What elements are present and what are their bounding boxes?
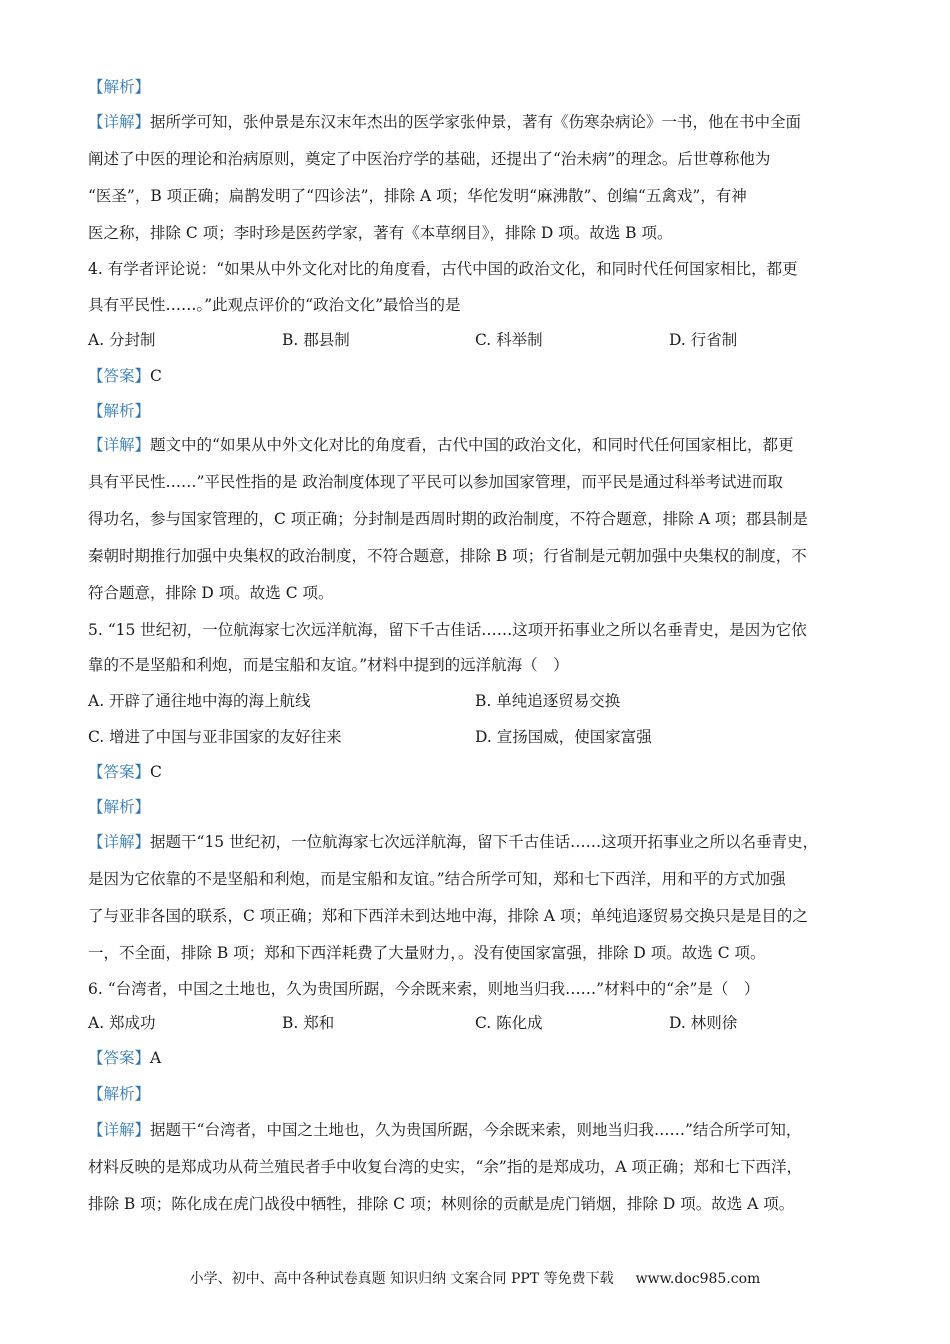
detail-label: 【详解】 (88, 113, 151, 131)
answer-line-q4 (88, 366, 162, 386)
question-stem-q4: 4. 有学者评论说：“如果从中外文化对比的角度看，古代中国的政治文化，和同时代任何国家相比，都更 (88, 260, 798, 278)
option-b: B. 郡县制 (282, 331, 350, 349)
detail-line: 材料反映的是郑成功从荷兰殖民者手中收复台湾的史实，“余”指的是郑成功，A 项正确；郑和七下西洋， (88, 1158, 802, 1176)
answer-label: 【答案】 (88, 763, 151, 781)
detail-label: 【详解】 (88, 833, 151, 851)
detail-line: “医圣”，B 项正确；扁鹊发明了“四诊法”，排除 A 项；华佗发明“麻沸散”、创编“五禽戏”，有神 (88, 187, 747, 205)
footer-text: 小学、初中、高中各种试卷真题 知识归纳 文案合同 PPT 等免费下载 (189, 1271, 614, 1287)
analysis-label: 【解析】 (88, 78, 151, 96)
detail-line: 了与亚非各国的联系，C 项正确；郑和下西洋未到达地中海，排除 A 项；单纯追逐贸易交换只是是目的之 (88, 907, 808, 925)
detail-text: 据题干“台湾者，中国之土地也，久为贵国所踞，今余既来索，则地当归我……”结合所学可知， (150, 1121, 802, 1139)
answer-value: A (150, 1049, 162, 1067)
question-stem-q5: 5. “15 世纪初，一位航海家七次远洋航海，留下千古佳话……这项开拓事业之所以名垂青史，是因为它依 (88, 621, 807, 639)
analysis-heading-q5 (88, 797, 150, 817)
answer-line-q5 (88, 762, 162, 782)
detail-line: 秦朝时期推行加强中央集权的政治制度，不符合题意，排除 B 项；行省制是元朝加强中央集权的制度，不 (88, 547, 807, 565)
detail-text: 题文中的“如果从中外文化对比的角度看，古代中国的政治文化，和同时代任何国家相比，都更 (150, 436, 794, 454)
detail-line: 阐述了中医的理论和治病原则，奠定了中医治疗学的基础，还提出了“治未病”的理念。后世尊称他为 (88, 150, 771, 168)
option-b: B. 单纯追逐贸易交换 (475, 692, 621, 710)
detail-line (88, 832, 818, 852)
analysis-label: 【解析】 (88, 1085, 151, 1103)
option-c: C. 科举制 (475, 331, 543, 349)
option-d: D. 林则徐 (669, 1014, 738, 1032)
detail-text: 据题干“15 世纪初，一位航海家七次远洋航海，留下千古佳话……这项开拓事业之所以名垂青史， (150, 833, 819, 851)
option-a: A. 分封制 (88, 331, 156, 349)
analysis-label: 【解析】 (88, 402, 151, 420)
detail-line (88, 112, 801, 132)
detail-label: 【详解】 (88, 1121, 151, 1139)
detail-line (88, 435, 793, 455)
question-stem-q6: 6. “台湾者，中国之土地也，久为贵国所踞，今余既来索，则地当归我……”材料中的“余”是（ ） (88, 980, 760, 998)
detail-text: 据所学可知，张仲景是东汉末年杰出的医学家张仲景，著有《伤寒杂病论》一书，他在书中全面 (150, 113, 802, 131)
answer-line-q6 (88, 1048, 161, 1068)
answer-label: 【答案】 (88, 1049, 151, 1067)
detail-line: 一，不全面，排除 B 项；郑和下西洋耗费了大量财力，。没有使国家富强，排除 D 项。故选 C 项。 (88, 944, 766, 962)
detail-line (88, 1120, 801, 1140)
detail-label: 【详解】 (88, 436, 151, 454)
detail-line: 排除 B 项；陈化成在虎门战役中牺牲，排除 C 项；林则徐的贡献是虎门销烟，排除 D 项。故选 A 项。 (88, 1195, 795, 1213)
answer-value: C (150, 367, 162, 385)
analysis-heading-q3 (88, 77, 150, 97)
analysis-heading-q6 (88, 1084, 150, 1104)
detail-line: 医之称，排除 C 项；李时珍是医药学家，著有《本草纲目》，排除 D 项。故选 B 项。 (88, 224, 673, 242)
option-a: A. 郑成功 (88, 1014, 156, 1032)
option-c: C. 增进了中国与亚非国家的友好往来 (88, 728, 342, 746)
option-d: D. 行省制 (669, 331, 738, 349)
option-a: A. 开辟了通往地中海的海上航线 (88, 692, 311, 710)
analysis-heading-q4 (88, 401, 150, 421)
answer-label: 【答案】 (88, 367, 151, 385)
footer-url[interactable]: www.doc985.com (635, 1271, 761, 1287)
option-c: C. 陈化成 (475, 1014, 543, 1032)
answer-value: C (150, 763, 162, 781)
option-d: D. 宣扬国威，使国家富强 (475, 728, 652, 746)
detail-line: 得功名，参与国家管理的，C 项正确；分封制是西周时期的政治制度，不符合题意，排除 A 项；郡县制是 (88, 510, 808, 528)
analysis-label: 【解析】 (88, 798, 151, 816)
question-stem-q5: 靠的不是坚船和利炮，而是宝船和友谊。”材料中提到的远洋航海（ ） (88, 656, 569, 674)
detail-line: 符合题意，排除 D 项。故选 C 项。 (88, 584, 334, 602)
detail-line: 是因为它依靠的不是坚船和利炮，而是宝船和友谊。”结合所学可知，郑和七下西洋，用和平的方式加强 (88, 870, 786, 888)
option-b: B. 郑和 (282, 1014, 335, 1032)
detail-line: 具有平民性……”平民性指的是 政治制度体现了平民可以参加国家管理，而平民是通过科举考试进而取 (88, 473, 783, 491)
page-footer (0, 1270, 950, 1288)
question-stem-q4: 具有平民性……。”此观点评价的“政治文化”最恰当的是 (88, 296, 461, 314)
